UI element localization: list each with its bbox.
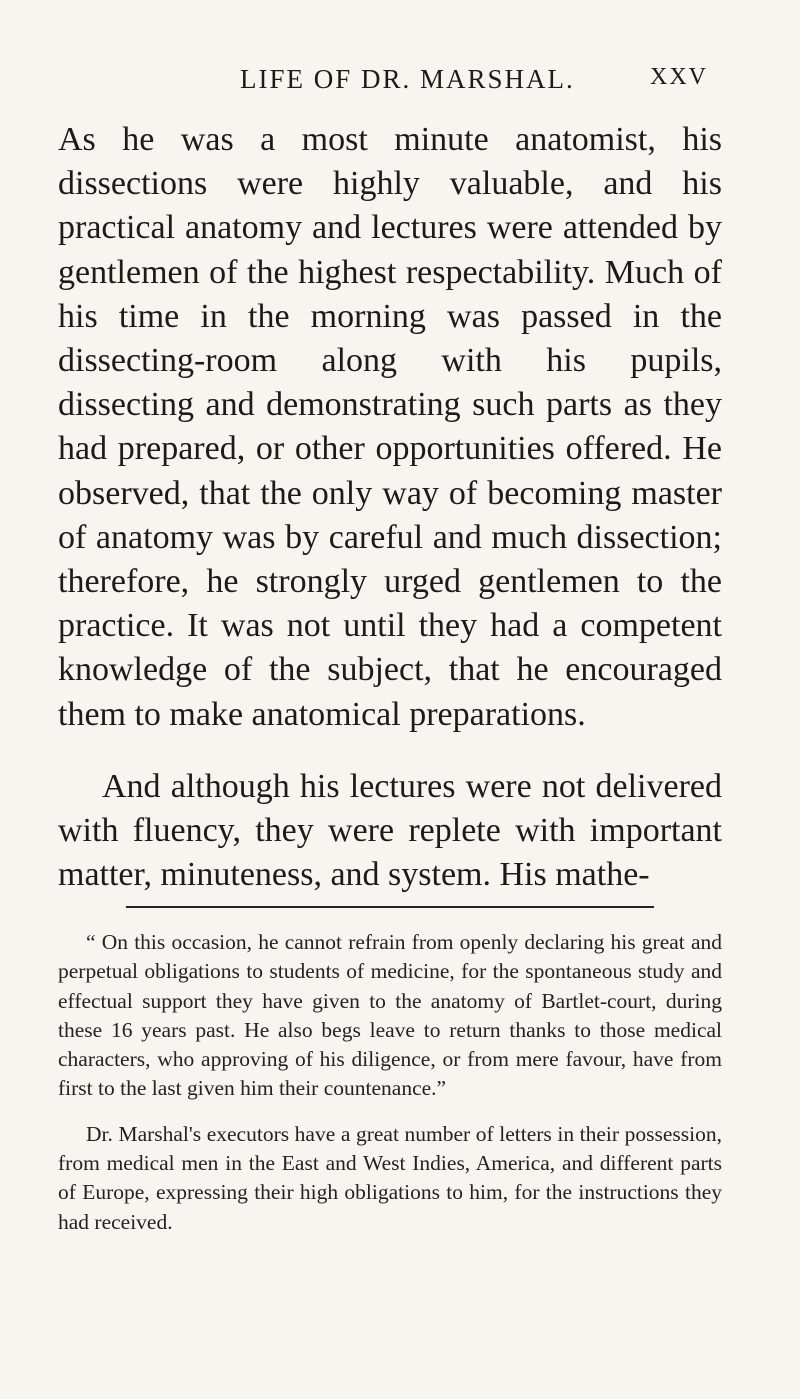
footnotes	[58, 928, 722, 1237]
page-number: XXV	[650, 64, 708, 90]
main-text	[58, 118, 722, 897]
footnote-executors: Dr. Marshal's executors have a great number of letters in their possession, from medical men in the East and West Indies, America, and different parts of Europe, expressing their high obligations to him, for the instructions they had received.	[58, 1121, 722, 1234]
body-paragraph-2: And although his lectures were not delivered with fluency, they were replete with important matter, minuteness, and system. His mathe-	[58, 767, 722, 894]
running-head	[240, 64, 708, 104]
footnote-divider	[126, 906, 654, 908]
body-paragraph-1: As he was a most minute anatomist, his dissections were highly valuable, and his practical anatomy and lectures were attended by gentlemen of the highest respectability. Much of his time in the morning was passed in the dissecting-room along with his pupils, dissecting and demonstrating such parts as they had prepared, or other opportunities offered. He observed, that the only way of becoming master of anatomy was by careful and much dissection; therefore, he strongly urged gentlemen to the practice. It was not until they had a competent knowledge of the subject, that he encouraged them to make anatomical preparations.	[58, 121, 722, 733]
running-title: LIFE OF DR. MARSHAL.	[240, 64, 575, 94]
footnote-quote: “ On this occasion, he cannot refrain from openly declaring his great and perpetual obligations to students of medicine, for the spontaneous study and effectual support they have given to the anatomy of Bartlet-court, during these 16 years past. He also begs leave to return thanks to those medical characters, who approving of his diligence, or from mere favour, have from first to the last given him their countenance.”	[58, 930, 722, 1101]
